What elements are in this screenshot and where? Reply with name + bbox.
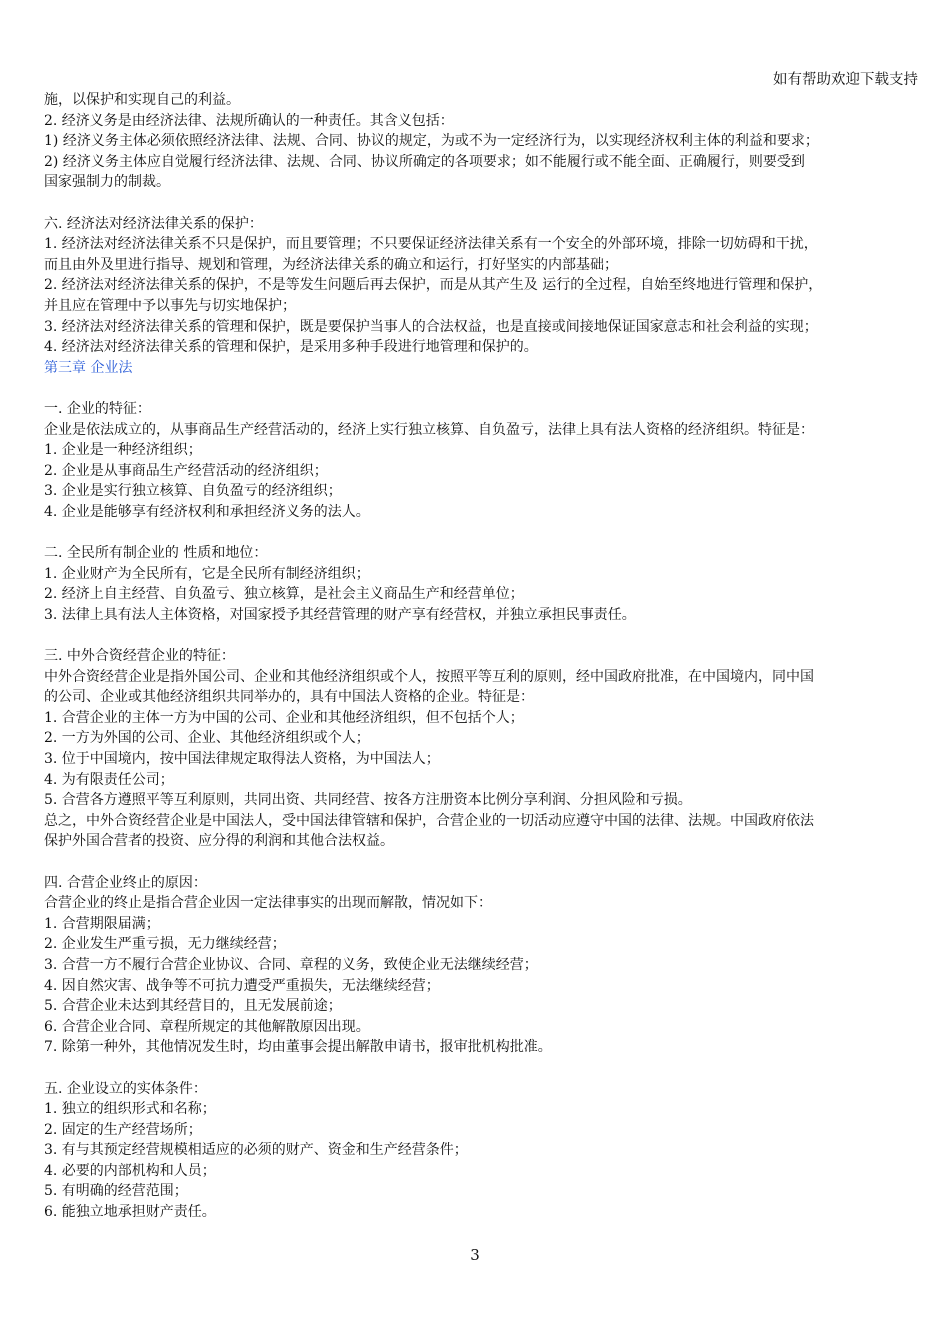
page-header: 如有帮助欢迎下载支持 bbox=[773, 72, 918, 88]
text-line: 1. 经济法对经济法律关系不只是保护，而且要管理；不只要保证经济法律关系有一个安全的外部环境，排除一切妨碍和干扰， bbox=[44, 236, 818, 253]
text-line: 四. 合营企业终止的原因： bbox=[44, 874, 207, 891]
text-line: 5. 合营各方遵照平等互利原则，共同出资、共同经营、按各方注册资本比例分享利润、分担风险和亏损。 bbox=[44, 792, 692, 809]
text-line: 五. 企业设立的实体条件： bbox=[44, 1080, 207, 1097]
text-line: 1) 经济义务主体必须依照经济法律、法规、合同、协议的规定，为或不为一定经济行为，以实现经济权利主体的利益和要求； bbox=[44, 133, 819, 150]
text-line: 国家强制力的制裁。 bbox=[44, 174, 170, 191]
text-line: 3. 企业是实行独立核算、自负盈亏的经济组织； bbox=[44, 483, 342, 500]
text-line: 3. 法律上具有法人主体资格，对国家授予其经营管理的财产享有经营权，并独立承担民事责任。 bbox=[44, 606, 636, 623]
text-line: 4. 经济法对经济法律关系的管理和保护，是采用多种手段进行地管理和保护的。 bbox=[44, 339, 538, 356]
text-line: 三. 中外合资经营企业的特征： bbox=[44, 648, 235, 665]
text-line: 1. 企业是一种经济组织； bbox=[44, 442, 202, 459]
document-body bbox=[44, 90, 920, 1223]
text-line: 5. 合营企业未达到其经营目的，且无发展前途； bbox=[44, 998, 342, 1015]
text-line: 六. 经济法对经济法律关系的保护： bbox=[44, 215, 263, 232]
text-line: 2. 一方为外国的公司、企业、其他经济组织或个人； bbox=[44, 730, 370, 747]
text-line: 中外合资经营企业是指外国公司、企业和其他经济组织或个人，按照平等互利的原则，经中国政府批准，在中国境内，同中国 bbox=[44, 668, 814, 685]
text-line: 7. 除第一种外，其他情况发生时，均由董事会提出解散申请书，报审批机构批准。 bbox=[44, 1039, 552, 1056]
text-line: 2. 企业发生严重亏损，无力继续经营； bbox=[44, 936, 286, 953]
text-line: 2. 经济法对经济法律关系的保护，不是等发生问题后再去保护，而是从其产生及 运行的全过程，自始至终地进行管理和保护， bbox=[44, 277, 823, 294]
blank-line bbox=[44, 852, 920, 873]
text-line: 3. 合营一方不履行合营企业协议、合同、章程的义务，致使企业无法继续经营； bbox=[44, 956, 538, 973]
text-line: 2. 企业是从事商品生产经营活动的经济组织； bbox=[44, 462, 328, 479]
blank-line bbox=[44, 378, 920, 399]
text-line: 2. 经济上自主经营、自负盈亏、独立核算，是社会主义商品生产和经营单位； bbox=[44, 586, 524, 603]
text-line: 1. 独立的组织形式和名称； bbox=[44, 1101, 216, 1118]
chapter-heading: 第三章 企业法 bbox=[44, 359, 133, 376]
blank-line bbox=[44, 1058, 920, 1079]
text-line: 4. 为有限责任公司； bbox=[44, 771, 174, 788]
text-line: 并且应在管理中予以事先与切实地保护； bbox=[44, 297, 296, 314]
text-line: 4. 因自然灾害、战争等不可抗力遭受严重损失，无法继续经营； bbox=[44, 977, 440, 994]
text-line: 4. 必要的内部机构和人员； bbox=[44, 1162, 216, 1179]
text-line: 1. 合营企业的主体一方为中国的公司、企业和其他经济组织，但不包括个人； bbox=[44, 709, 524, 726]
text-line: 施，以保护和实现自己的利益。 bbox=[44, 92, 240, 108]
text-line: 合营企业的终止是指合营企业因一定法律事实的出现而解散，情况如下： bbox=[44, 895, 492, 912]
text-line: 企业是依法成立的，从事商品生产经营活动的，经济上实行独立核算、自负盈亏，法律上具有法人资格的经济组织。特征是： bbox=[44, 421, 814, 438]
text-line: 6. 合营企业合同、章程所规定的其他解散原因出现。 bbox=[44, 1018, 370, 1035]
blank-line bbox=[44, 193, 920, 214]
text-line: 5. 有明确的经营范围； bbox=[44, 1183, 188, 1200]
text-line: 二. 全民所有制企业的 性质和地位： bbox=[44, 545, 268, 562]
text-line: 3. 有与其预定经营规模相适应的必须的财产、资金和生产经营条件； bbox=[44, 1142, 468, 1159]
text-line: 一. 企业的特征： bbox=[44, 400, 151, 417]
text-line: 6. 能独立地承担财产责任。 bbox=[44, 1204, 216, 1221]
text-line: 2. 固定的生产经营场所； bbox=[44, 1121, 202, 1138]
text-line: 1. 企业财产为全民所有，它是全民所有制经济组织； bbox=[44, 565, 370, 582]
text-line: 总之，中外合资经营企业是中国法人，受中国法律管辖和保护，合营企业的一切活动应遵守中国的法律、法规。中国政府依法 bbox=[44, 812, 814, 829]
text-line: 3. 位于中国境内，按中国法律规定取得法人资格，为中国法人； bbox=[44, 751, 440, 767]
text-line: 2) 经济义务主体应自觉履行经济法律、法规、合同、协议所确定的各项要求；如不能履行或不能全面、正确履行，则要受到 bbox=[44, 153, 805, 170]
text-line: 3. 经济法对经济法律关系的管理和保护，既是要保护当事人的合法权益，也是直接或间接地保证国家意志和社会利益的实现； bbox=[44, 318, 818, 335]
text-line: 的公司、企业或其他经济组织共同举办的，具有中国法人资格的企业。特征是： bbox=[44, 689, 534, 706]
text-line: 保护外国合营者的投资、应分得的利润和其他合法权益。 bbox=[44, 833, 394, 850]
page-number: 3 bbox=[470, 1246, 480, 1264]
text-line: 4. 企业是能够享有经济权利和承担经济义务的法人。 bbox=[44, 503, 370, 520]
blank-line bbox=[44, 625, 920, 646]
text-line: 而且由外及里进行指导、规划和管理，为经济法律关系的确立和运行，打好坚实的内部基础； bbox=[44, 256, 618, 273]
text-line: 1. 合营期限届满； bbox=[44, 915, 160, 932]
text-line: 2. 经济义务是由经济法律、法规所确认的一种责任。其含义包括： bbox=[44, 112, 454, 129]
blank-line bbox=[44, 522, 920, 543]
